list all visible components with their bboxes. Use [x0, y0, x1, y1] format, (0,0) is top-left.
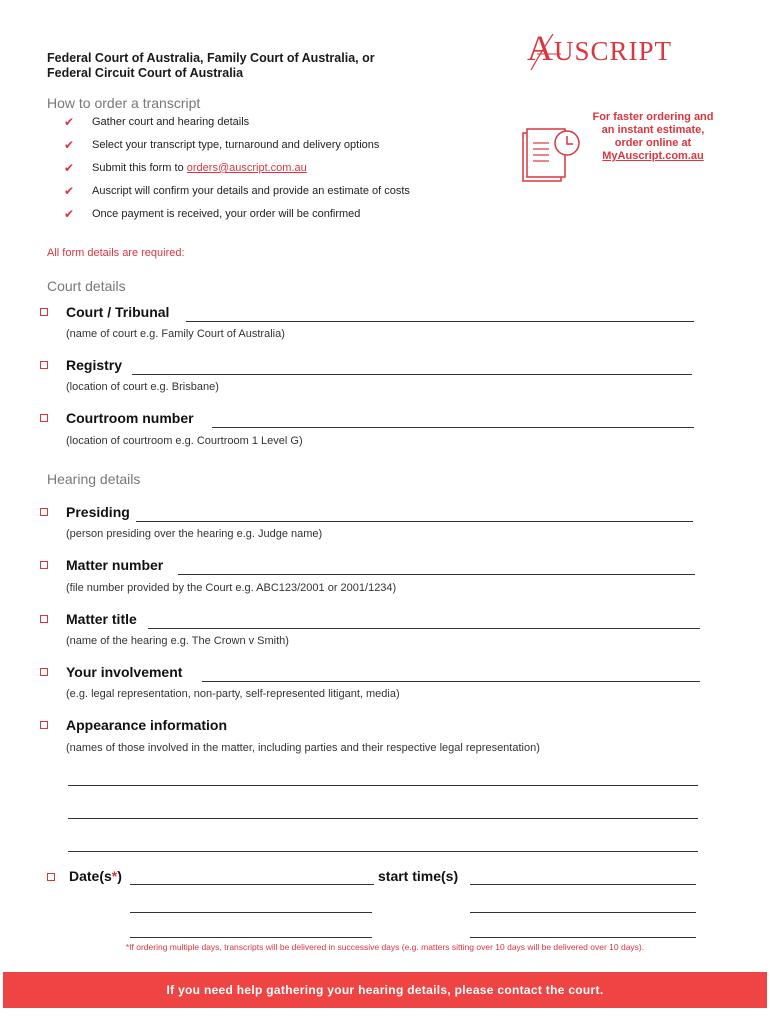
courtroom-number-field: [40, 410, 700, 428]
check-icon: ✔: [64, 184, 75, 198]
promo-line-1: For faster ordering and: [592, 111, 714, 123]
step-text: Once payment is received, your order will be confirmed: [92, 208, 361, 220]
matter-number-field: [40, 557, 700, 575]
document-clock-icon: [519, 125, 583, 185]
logo-letters: USCRIPT: [554, 36, 673, 66]
start-time-input-line[interactable]: [470, 912, 696, 913]
check-icon: ✔: [64, 161, 75, 175]
checkbox-icon[interactable]: [40, 561, 48, 569]
auscript-logo: [527, 28, 727, 72]
field-hint: (name of court e.g. Family Court of Australia): [66, 328, 285, 340]
court-details-heading: Court details: [47, 278, 126, 294]
matter-title-field: [40, 611, 700, 629]
myauscript-link[interactable]: MyAuscript.com.au: [602, 150, 704, 162]
field-hint: (location of court e.g. Brisbane): [66, 381, 219, 393]
field-label: Registry: [66, 357, 123, 373]
field-hint: (person presiding over the hearing e.g. Judge name): [66, 528, 323, 540]
checkbox-icon[interactable]: [47, 873, 55, 881]
step-text: Select your transcript type, turnaround and delivery options: [92, 139, 380, 151]
how-to-heading: How to order a transcript: [47, 95, 201, 111]
court-tribunal-field: [40, 304, 700, 322]
required-star: *: [111, 868, 118, 884]
step-text: [92, 162, 307, 174]
field-hint: (names of those involved in the matter, including parties and their respective legal representation): [66, 742, 540, 754]
check-icon: ✔: [64, 207, 75, 221]
appearance-input-line[interactable]: [68, 785, 698, 786]
field-hint: (file number provided by the Court e.g. ABC123/2001 or 2001/1234): [66, 582, 397, 594]
presiding-input-line[interactable]: [136, 521, 693, 522]
form-title-line-1: Federal Court of Australia, Family Court of Australia, or: [47, 51, 375, 65]
multiple-days-footnote: *If ordering multiple days, transcripts will be delivered in successive days (e.g. matters sitting over 10 days will be delivered over 10 days).: [125, 942, 645, 952]
matter-number-input-line[interactable]: [178, 574, 695, 575]
field-label: Appearance information: [66, 717, 228, 733]
field-label: Matter number: [66, 557, 164, 573]
field-label: Your involvement: [66, 664, 183, 680]
hearing-details-heading: Hearing details: [47, 471, 141, 487]
checkbox-icon[interactable]: [40, 615, 48, 623]
logo-text: [527, 28, 672, 71]
date-input-line[interactable]: [130, 937, 372, 938]
checkbox-icon[interactable]: [40, 414, 48, 422]
registry-input-line[interactable]: [132, 374, 692, 375]
date-input-line[interactable]: [130, 912, 372, 913]
step-text: Gather court and hearing details: [92, 116, 250, 128]
field-label: Court / Tribunal: [66, 304, 170, 320]
step-text: Auscript will confirm your details and provide an estimate of costs: [92, 185, 410, 197]
checkbox-icon[interactable]: [40, 361, 48, 369]
appearance-input-line[interactable]: [68, 851, 698, 852]
field-label: Presiding: [66, 504, 130, 520]
start-time-input-line[interactable]: [470, 884, 696, 885]
matter-title-input-line[interactable]: [148, 628, 700, 629]
form-title: [47, 51, 375, 81]
form-title-line-2: Federal Circuit Court of Australia: [47, 66, 244, 80]
date-input-line[interactable]: [130, 884, 374, 885]
field-hint: (e.g. legal representation, non-party, self-represented litigant, media): [66, 688, 400, 700]
check-icon: ✔: [64, 138, 75, 152]
presiding-field: [40, 504, 700, 522]
online-order-promo: [582, 111, 724, 163]
court-tribunal-input-line[interactable]: [186, 321, 694, 322]
registry-field: [40, 357, 700, 375]
dates-label: [69, 868, 122, 884]
checkbox-icon[interactable]: [40, 308, 48, 316]
field-label: Courtroom number: [66, 410, 194, 426]
appearance-information-field: [40, 717, 700, 735]
courtroom-number-input-line[interactable]: [212, 427, 694, 428]
help-banner: If you need help gathering your hearing details, please contact the court.: [3, 972, 767, 1008]
checkbox-icon[interactable]: [40, 508, 48, 516]
field-hint: (location of courtroom e.g. Courtroom 1 Level G): [66, 435, 303, 447]
field-label: Matter title: [66, 611, 137, 627]
step-text-prefix: Submit this form to: [92, 162, 187, 174]
start-times-label: start time(s): [378, 868, 459, 884]
field-hint: (name of the hearing e.g. The Crown v Smith): [66, 635, 289, 647]
your-involvement-input-line[interactable]: [202, 681, 700, 682]
promo-line-3: order online at: [614, 137, 692, 149]
checkbox-icon[interactable]: [40, 721, 48, 729]
check-icon: ✔: [64, 115, 75, 129]
appearance-input-line[interactable]: [68, 818, 698, 819]
logo-letter-a: A: [527, 28, 554, 68]
required-note: All form details are required:: [47, 247, 185, 259]
dates-label-text: Date(s: [69, 868, 112, 884]
orders-email-link[interactable]: orders@auscript.com.au: [186, 162, 307, 174]
your-involvement-field: [40, 664, 700, 682]
dates-label-close: ): [117, 868, 122, 884]
promo-line-2: an instant estimate,: [601, 124, 705, 136]
checkbox-icon[interactable]: [40, 668, 48, 676]
start-time-input-line[interactable]: [470, 937, 696, 938]
